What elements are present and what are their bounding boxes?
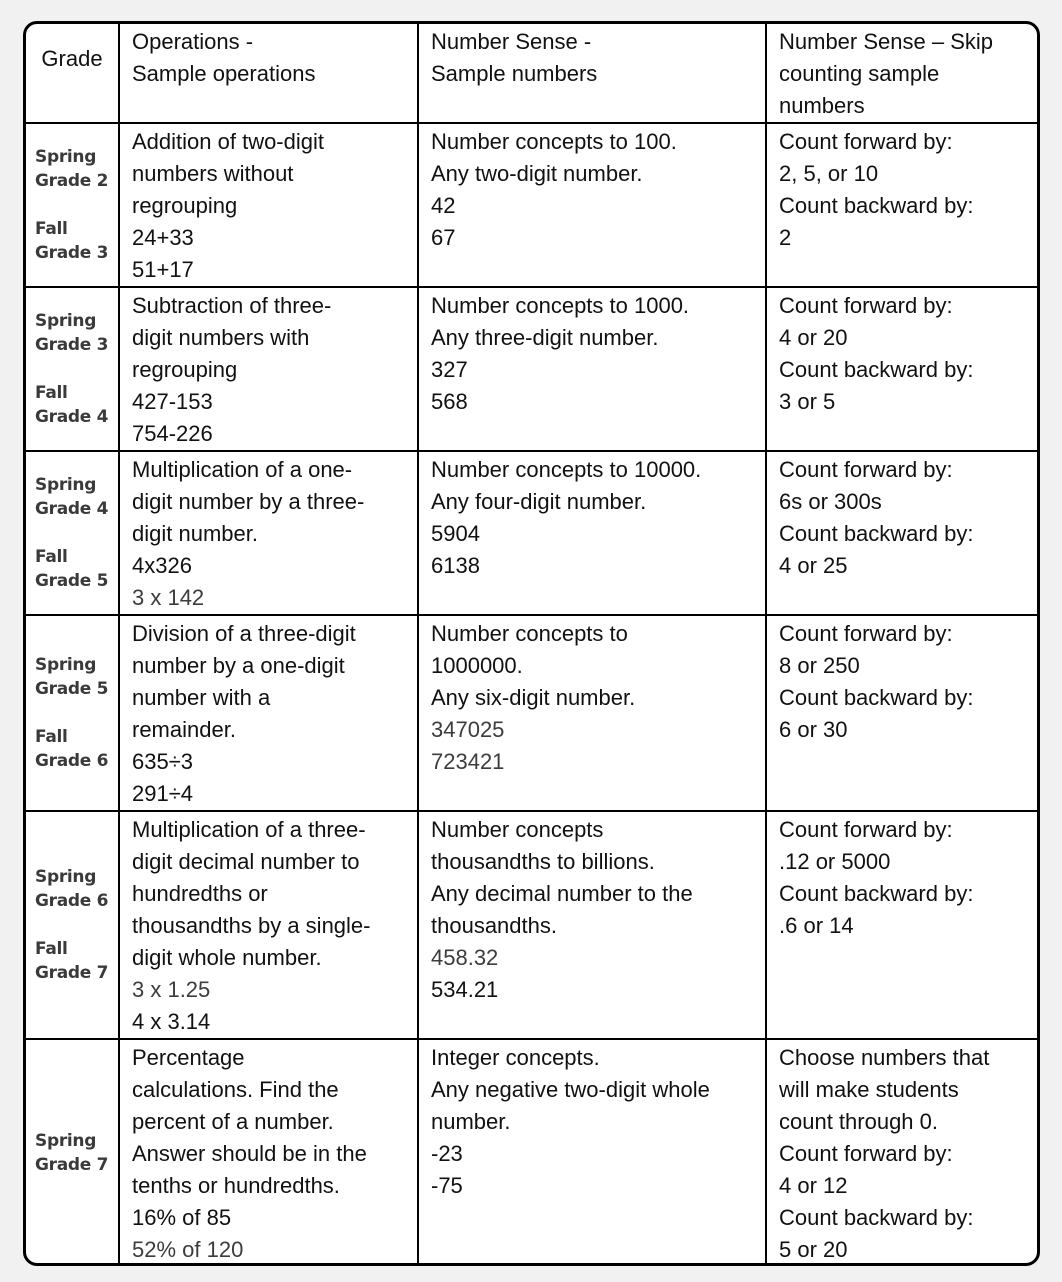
- cell-line: 327: [431, 357, 468, 382]
- cell-line: Count backward by:: [779, 193, 974, 218]
- cell-line: Integer concepts.: [431, 1045, 600, 1070]
- header-skip-counting: [766, 24, 1037, 123]
- header-line: Number Sense – Skip: [779, 29, 993, 54]
- table-row: [26, 811, 1037, 1039]
- cell-line: 16% of 85: [132, 1205, 232, 1230]
- table-row: [26, 451, 1037, 615]
- header-grade-label: Grade: [41, 46, 103, 71]
- cell-line: 3 or 5: [779, 389, 836, 414]
- cell-line: 6 or 30: [779, 717, 848, 742]
- grade-term: Fall: [35, 727, 68, 747]
- grade-term: Spring: [35, 1131, 97, 1151]
- grade-level: Grade 7: [35, 1155, 109, 1175]
- grade-level: Grade 3: [35, 335, 109, 355]
- cell-line: 754-226: [132, 421, 213, 446]
- cell-line: 52% of 120: [132, 1237, 244, 1262]
- skip-counting-cell: [766, 451, 1037, 615]
- grade-term: Spring: [35, 147, 97, 167]
- cell-line: thousandths by a single-: [132, 913, 371, 938]
- cell-line: 5 or 20: [779, 1237, 848, 1262]
- cell-line: Percentage: [132, 1045, 245, 1070]
- cell-line: 3 x 1.25: [132, 977, 211, 1002]
- table-row: [26, 1039, 1037, 1266]
- cell-line: Any four-digit number.: [431, 489, 647, 514]
- cell-line: .12 or 5000: [779, 849, 891, 874]
- grade-cell: [26, 615, 119, 811]
- cell-line: Count forward by:: [779, 1141, 953, 1166]
- operations-cell: [119, 287, 418, 451]
- cell-line: thousandths.: [431, 913, 557, 938]
- grade-skills-table: [26, 24, 1037, 1266]
- operations-cell: [119, 811, 418, 1039]
- grade-level: Grade 7: [35, 963, 109, 983]
- cell-line: Number concepts to 10000.: [431, 457, 702, 482]
- cell-line: Number concepts to: [431, 621, 628, 646]
- cell-line: 568: [431, 389, 468, 414]
- cell-line: Number concepts to 1000.: [431, 293, 690, 318]
- cell-line: digit number by a three-: [132, 489, 365, 514]
- grade-level: Grade 5: [35, 679, 109, 699]
- grade-gap: [35, 521, 118, 545]
- cell-line: will make students: [779, 1077, 959, 1102]
- grade-term: Fall: [35, 547, 68, 567]
- cell-line: 4 x 3.14: [132, 1009, 211, 1034]
- cell-line: percent of a number.: [132, 1109, 334, 1134]
- cell-line: number.: [431, 1109, 511, 1134]
- grade-level: Grade 4: [35, 499, 109, 519]
- header-line: Operations -: [132, 29, 254, 54]
- grade-level: Grade 6: [35, 891, 109, 911]
- cell-line: 2, 5, or 10: [779, 161, 879, 186]
- header-number-sense: [418, 24, 766, 123]
- cell-line: numbers without: [132, 161, 294, 186]
- header-row: [26, 24, 1037, 123]
- grade-term: Fall: [35, 383, 68, 403]
- cell-line: tenths or hundredths.: [132, 1173, 340, 1198]
- cell-line: 4x326: [132, 553, 192, 578]
- cell-line: Addition of two-digit: [132, 129, 324, 154]
- cell-line: Number concepts to 100.: [431, 129, 677, 154]
- grade-gap: [35, 913, 118, 937]
- operations-cell: [119, 615, 418, 811]
- cell-line: Count backward by:: [779, 685, 974, 710]
- cell-line: Any six-digit number.: [431, 685, 636, 710]
- table-row: [26, 287, 1037, 451]
- cell-line: 51+17: [132, 257, 194, 282]
- grade-term: Fall: [35, 939, 68, 959]
- cell-line: 42: [431, 193, 456, 218]
- cell-line: Count forward by:: [779, 621, 953, 646]
- grade-cell: [26, 287, 119, 451]
- cell-line: remainder.: [132, 717, 236, 742]
- cell-line: -23: [431, 1141, 463, 1166]
- cell-line: digit numbers with: [132, 325, 310, 350]
- header-line: numbers: [779, 93, 865, 118]
- cell-line: .6 or 14: [779, 913, 854, 938]
- number-sense-cell: [418, 811, 766, 1039]
- grade-cell: [26, 811, 119, 1039]
- cell-line: Count backward by:: [779, 357, 974, 382]
- grade-level: Grade 2: [35, 171, 109, 191]
- header-grade: [26, 24, 119, 123]
- cell-line: number with a: [132, 685, 271, 710]
- grade-level: Grade 4: [35, 407, 109, 427]
- number-sense-cell: [418, 123, 766, 287]
- cell-line: number by a one-digit: [132, 653, 345, 678]
- header-line: Sample operations: [132, 61, 316, 86]
- cell-line: Count forward by:: [779, 817, 953, 842]
- cell-line: 347025: [431, 717, 505, 742]
- cell-line: 291÷4: [132, 781, 194, 806]
- cell-line: Count forward by:: [779, 457, 953, 482]
- cell-line: count through 0.: [779, 1109, 939, 1134]
- cell-line: 67: [431, 225, 456, 250]
- skip-counting-cell: [766, 615, 1037, 811]
- cell-line: -75: [431, 1173, 463, 1198]
- operations-cell: [119, 1039, 418, 1266]
- grade-term: Spring: [35, 867, 97, 887]
- cell-line: 6138: [431, 553, 480, 578]
- cell-line: 4 or 20: [779, 325, 848, 350]
- cell-line: Any negative two-digit whole: [431, 1077, 710, 1102]
- cell-line: hundredths or: [132, 881, 268, 906]
- grade-gap: [35, 357, 118, 381]
- cell-line: Division of a three-digit: [132, 621, 356, 646]
- header-line: Number Sense -: [431, 29, 592, 54]
- number-sense-cell: [418, 451, 766, 615]
- header-operations: [119, 24, 418, 123]
- cell-line: Count backward by:: [779, 521, 974, 546]
- cell-line: regrouping: [132, 357, 238, 382]
- grade-level: Grade 5: [35, 571, 109, 591]
- cell-line: thousandths to billions.: [431, 849, 655, 874]
- cell-line: 5904: [431, 521, 480, 546]
- operations-cell: [119, 123, 418, 287]
- cell-line: digit whole number.: [132, 945, 322, 970]
- table-row: [26, 615, 1037, 811]
- grade-term: Spring: [35, 311, 97, 331]
- header-line: Sample numbers: [431, 61, 598, 86]
- cell-line: 635÷3: [132, 749, 194, 774]
- grade-term: Fall: [35, 219, 68, 239]
- header-line: counting sample: [779, 61, 940, 86]
- cell-line: Subtraction of three-: [132, 293, 332, 318]
- cell-line: 1000000.: [431, 653, 523, 678]
- cell-line: Any decimal number to the: [431, 881, 693, 906]
- cell-line: Answer should be in the: [132, 1141, 367, 1166]
- cell-line: 2: [779, 225, 792, 250]
- operations-cell: [119, 451, 418, 615]
- skip-counting-cell: [766, 1039, 1037, 1266]
- grade-level: Grade 6: [35, 751, 109, 771]
- grade-cell: [26, 123, 119, 287]
- number-sense-cell: [418, 287, 766, 451]
- grade-gap: [35, 701, 118, 725]
- skip-counting-cell: [766, 287, 1037, 451]
- cell-line: Choose numbers that: [779, 1045, 990, 1070]
- cell-line: 534.21: [431, 977, 499, 1002]
- number-sense-cell: [418, 1039, 766, 1266]
- number-sense-cell: [418, 615, 766, 811]
- grade-cell: [26, 1039, 119, 1266]
- table-row: [26, 123, 1037, 287]
- cell-line: Any two-digit number.: [431, 161, 643, 186]
- grade-term: Spring: [35, 655, 97, 675]
- cell-line: digit number.: [132, 521, 258, 546]
- cell-line: 8 or 250: [779, 653, 860, 678]
- cell-line: Multiplication of a three-: [132, 817, 366, 842]
- grade-term: Spring: [35, 475, 97, 495]
- cell-line: Count backward by:: [779, 1205, 974, 1230]
- cell-line: Count backward by:: [779, 881, 974, 906]
- cell-line: 4 or 12: [779, 1173, 848, 1198]
- skip-counting-table-frame: [23, 21, 1040, 1266]
- cell-line: Multiplication of a one-: [132, 457, 353, 482]
- cell-line: Number concepts: [431, 817, 604, 842]
- grade-gap: [35, 193, 118, 217]
- cell-line: Count forward by:: [779, 129, 953, 154]
- cell-line: regrouping: [132, 193, 238, 218]
- cell-line: 4 or 25: [779, 553, 848, 578]
- cell-line: 3 x 142: [132, 585, 205, 610]
- cell-line: digit decimal number to: [132, 849, 360, 874]
- skip-counting-cell: [766, 811, 1037, 1039]
- grade-level: Grade 3: [35, 243, 109, 263]
- cell-line: 458.32: [431, 945, 499, 970]
- cell-line: 24+33: [132, 225, 194, 250]
- cell-line: 6s or 300s: [779, 489, 882, 514]
- skip-counting-cell: [766, 123, 1037, 287]
- cell-line: 427-153: [132, 389, 213, 414]
- cell-line: Any three-digit number.: [431, 325, 659, 350]
- grade-cell: [26, 451, 119, 615]
- cell-line: calculations. Find the: [132, 1077, 339, 1102]
- cell-line: Count forward by:: [779, 293, 953, 318]
- cell-line: 723421: [431, 749, 505, 774]
